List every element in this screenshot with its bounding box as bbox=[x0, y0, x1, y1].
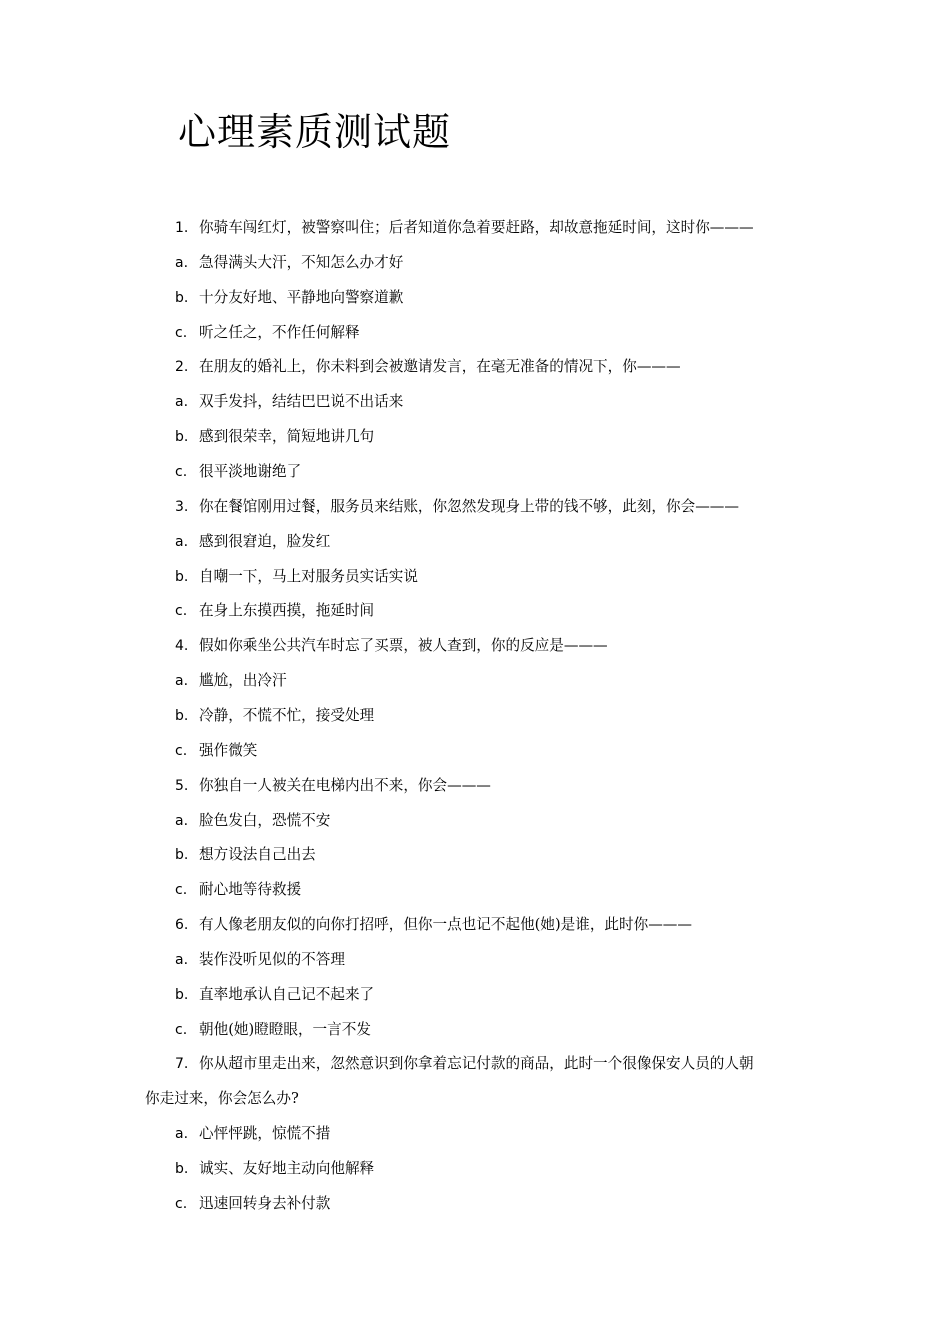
question-2-option-b bbox=[175, 427, 815, 447]
question-4-label: 4. bbox=[175, 638, 189, 655]
question-3-option-b bbox=[175, 567, 815, 587]
question-4-option-a bbox=[175, 671, 815, 691]
question-2-option-a-text: 双手发抖，结结巴巴说不出话来 bbox=[199, 393, 404, 411]
question-7-option-c bbox=[175, 1194, 815, 1214]
question-7-option-a-text: 心怦怦跳，惊慌不措 bbox=[199, 1125, 331, 1143]
question-4-option-a-label: a. bbox=[175, 673, 189, 689]
question-3-text: 你在餐馆刚用过餐，服务员来结账，你忽然发现身上带的钱不够，此刻，你会——— bbox=[199, 497, 739, 515]
question-1-option-a-label: a. bbox=[175, 254, 189, 271]
question-7-option-b bbox=[175, 1159, 815, 1179]
question-1-option-c-text: 听之任之，不作任何解释 bbox=[199, 323, 360, 341]
question-3-option-a bbox=[175, 532, 815, 552]
question-7-option-a-label: a. bbox=[175, 1126, 189, 1143]
question-7-option-c-text: 迅速回转身去补付款 bbox=[199, 1194, 331, 1212]
question-1-option-b-text: 十分友好地、平静地向警察道歉 bbox=[199, 288, 404, 306]
question-6-label: 6. bbox=[175, 917, 189, 933]
question-3-option-b-label: b. bbox=[175, 568, 189, 585]
question-2-option-c-text: 很平淡地谢绝了 bbox=[199, 463, 302, 480]
question-3 bbox=[175, 497, 815, 517]
question-5-option-c-text: 耐心地等待救援 bbox=[199, 881, 302, 899]
question-6-option-a-text: 装作没听见似的不答理 bbox=[199, 950, 345, 968]
question-6-option-c-text: 朝他(她)瞪瞪眼，一言不发 bbox=[199, 1020, 371, 1038]
question-5-option-a-label: a. bbox=[175, 812, 189, 829]
question-7-label: 7. bbox=[175, 1056, 189, 1073]
question-1-label: 1. bbox=[175, 220, 189, 236]
question-5-option-b-label: b. bbox=[175, 847, 189, 864]
question-4-text: 假如你乘坐公共汽车时忘了买票，被人查到，你的反应是——— bbox=[199, 637, 608, 655]
question-1-option-a bbox=[175, 253, 815, 273]
question-5-option-c-label: c. bbox=[175, 882, 188, 899]
question-5-label: 5. bbox=[175, 777, 189, 794]
question-5-text: 你独自一人被关在电梯内出不来，你会——— bbox=[199, 776, 491, 794]
question-7-option-a bbox=[175, 1124, 815, 1144]
question-6-text: 有人像老朋友似的向你打招呼，但你一点也记不起他(她)是谁，此时你——— bbox=[199, 916, 692, 933]
question-3-option-c-label: c. bbox=[175, 603, 188, 620]
question-2 bbox=[175, 357, 815, 377]
question-4-option-b bbox=[175, 706, 815, 726]
question-2-option-c bbox=[175, 462, 815, 482]
question-6-option-c bbox=[175, 1020, 815, 1040]
question-3-option-a-label: a. bbox=[175, 533, 189, 550]
question-3-label: 3. bbox=[175, 498, 189, 515]
question-4 bbox=[175, 636, 815, 656]
question-1-option-c-label: c. bbox=[175, 324, 188, 341]
question-7-option-b-label: b. bbox=[175, 1161, 189, 1177]
question-2-option-a bbox=[175, 392, 815, 412]
question-3-option-c bbox=[175, 601, 815, 621]
question-4-option-c-label: c. bbox=[175, 742, 188, 759]
question-7-continuation bbox=[145, 1089, 785, 1109]
question-2-text: 在朋友的婚礼上，你未料到会被邀请发言，在毫无准备的情况下，你——— bbox=[199, 358, 681, 376]
question-7-option-c-label: c. bbox=[175, 1195, 188, 1212]
question-4-option-c-text: 强作微笑 bbox=[199, 741, 258, 759]
question-1-option-b bbox=[175, 288, 815, 308]
question-2-option-b-text: 感到很荣幸，简短地讲几句 bbox=[199, 428, 375, 446]
question-4-option-b-text: 冷静，不慌不忙，接受处理 bbox=[199, 706, 375, 724]
question-5-option-b bbox=[175, 845, 815, 865]
question-7-continuation-text: 你走过来，你会怎么办? bbox=[145, 1090, 299, 1108]
question-1-option-b-label: b. bbox=[175, 289, 189, 306]
question-6-option-c-label: c. bbox=[175, 1021, 188, 1038]
question-5-option-a bbox=[175, 811, 815, 831]
question-2-option-a-label: a. bbox=[175, 394, 189, 411]
question-7 bbox=[175, 1054, 815, 1074]
question-5-option-c bbox=[175, 880, 815, 900]
question-1 bbox=[175, 218, 815, 238]
question-6-option-b-text: 直率地承认自己记不起来了 bbox=[199, 985, 375, 1003]
question-6-option-a-label: a. bbox=[175, 951, 189, 968]
question-5-option-b-text: 想方设法自己出去 bbox=[199, 846, 316, 864]
question-7-text: 你从超市里走出来，忽然意识到你拿着忘记付款的商品，此时一个很像保安人员的人朝 bbox=[199, 1055, 754, 1073]
question-6 bbox=[175, 915, 815, 935]
question-4-option-b-label: b. bbox=[175, 707, 189, 724]
question-2-label: 2. bbox=[175, 359, 189, 376]
question-6-option-b-label: b. bbox=[175, 986, 189, 1003]
document-title: 心理素质测试题 bbox=[178, 110, 452, 154]
question-4-option-c bbox=[175, 741, 815, 761]
question-5-option-a-text: 脸色发白，恐慌不安 bbox=[199, 811, 331, 829]
question-7-option-b-text: 诚实、友好地主动向他解释 bbox=[199, 1160, 375, 1177]
question-1-option-c bbox=[175, 323, 815, 343]
question-2-option-b-label: b. bbox=[175, 429, 189, 446]
question-3-option-b-text: 自嘲一下，马上对服务员实话实说 bbox=[199, 567, 418, 585]
question-6-option-b bbox=[175, 985, 815, 1005]
question-5 bbox=[175, 776, 815, 796]
question-3-option-c-text: 在身上东摸西摸，拖延时间 bbox=[199, 602, 375, 620]
question-1-text: 你骑车闯红灯，被警察叫住；后者知道你急着要赶路，却故意拖延时间，这时你——— bbox=[199, 219, 754, 236]
question-2-option-c-label: c. bbox=[175, 464, 188, 480]
question-6-option-a bbox=[175, 950, 815, 970]
question-1-option-a-text: 急得满头大汗，不知怎么办才好 bbox=[199, 253, 404, 271]
question-4-option-a-text: 尴尬，出冷汗 bbox=[199, 672, 287, 689]
question-3-option-a-text: 感到很窘迫，脸发红 bbox=[199, 532, 331, 550]
